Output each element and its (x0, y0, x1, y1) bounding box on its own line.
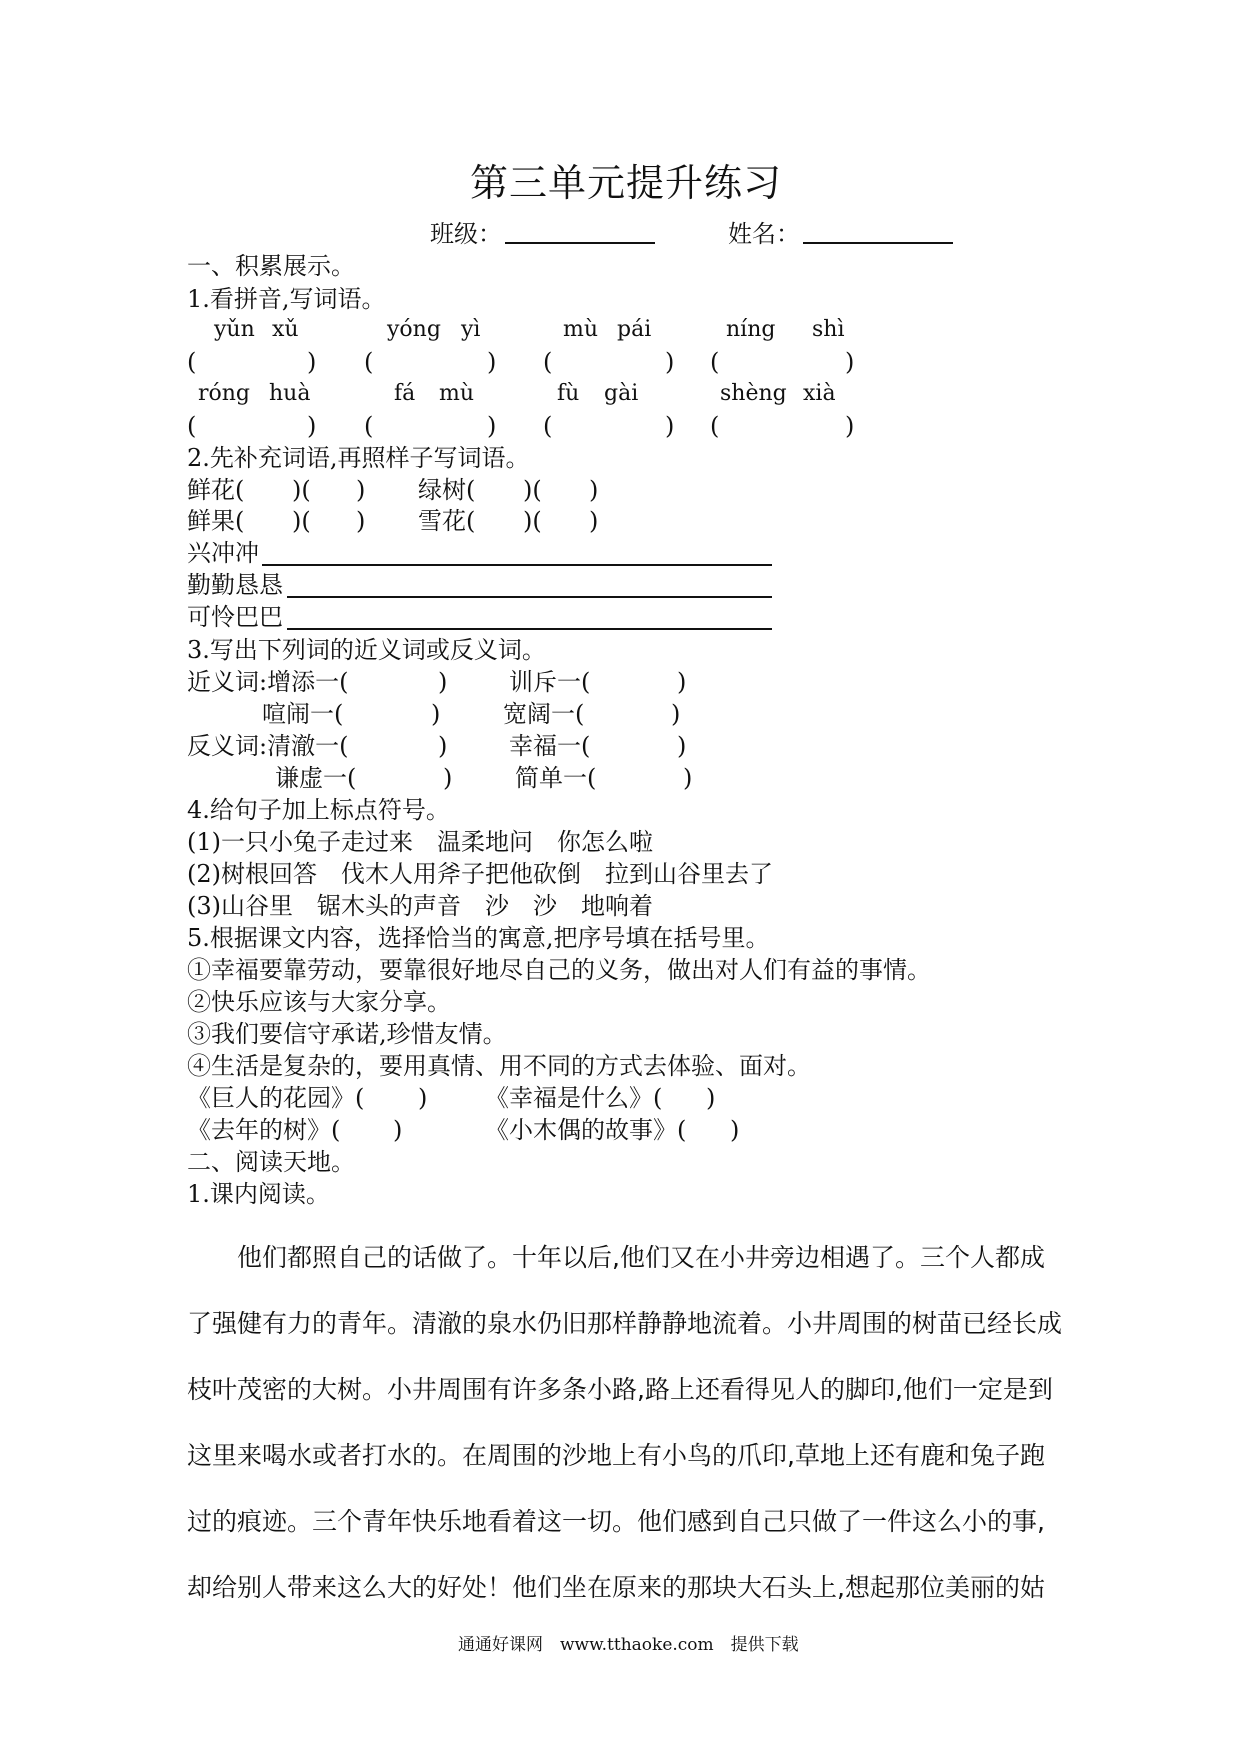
close-paren: ) (706, 1084, 716, 1112)
passage-line: 却给别人带来这么大的好处！他们坐在原来的那块大石头上,想起那位美丽的姑 (187, 1573, 1045, 1602)
word-fill-paren: ) (589, 476, 599, 504)
pattern-word: 勤勤恳恳 (187, 571, 283, 599)
passage-line: 过的痕迹。三个青年快乐地看着这一切。他们感到自己只做了一件这么小的事, (187, 1507, 1045, 1536)
pinyin: gài (604, 381, 639, 406)
passage-line: 他们都照自己的话做了。十年以后,他们又在小井旁边相遇了。三个人都成 (237, 1243, 1045, 1272)
close-paren: ) (443, 764, 453, 792)
pinyin: shèng (720, 381, 787, 406)
q5-label: 5.根据课文内容，选择恰当的寓意,把序号填在括号里。 (187, 924, 770, 952)
word-fill-paren: ) (589, 507, 599, 535)
word-fill-item: 雪花( (418, 507, 476, 535)
close-paren: ) (730, 1116, 740, 1144)
close-paren: ) (677, 732, 687, 760)
story-title: 《小木偶的故事》( (485, 1116, 687, 1144)
answer-bracket-close: ) (307, 348, 317, 376)
antonym-item: 简单一( (515, 764, 597, 792)
answer-bracket-close: ) (845, 348, 855, 376)
pinyin: mù (563, 317, 599, 342)
section1-heading: 一、积累展示。 (187, 252, 355, 280)
page-title: 第三单元提升练习 (470, 161, 783, 205)
synonym-item: 喧闹一( (262, 700, 344, 728)
answer-bracket-close: ) (307, 412, 317, 440)
story-title: 《巨人的花园》( (187, 1084, 365, 1112)
answer-bracket-close: ) (487, 412, 497, 440)
close-paren: ) (683, 764, 693, 792)
class-blank[interactable] (505, 242, 655, 244)
punctuation-sentence: (3)山谷里 锯木头的声音 沙 沙 地响着 (187, 892, 653, 920)
punctuation-sentence: (2)树根回答 伐木人用斧子把他砍倒 拉到山谷里去了 (187, 860, 773, 888)
moral-option: ①幸福要靠劳动，要靠很好地尽自己的义务，做出对人们有益的事情。 (187, 956, 931, 984)
synonym-item: 宽阔一( (503, 700, 585, 728)
pattern-answer-line[interactable] (287, 596, 772, 598)
story-title: 《幸福是什么》( (485, 1084, 663, 1112)
antonym-item: 反义词:清澈一( (187, 732, 349, 760)
antonym-item: 幸福一( (509, 732, 591, 760)
close-paren: ) (438, 732, 448, 760)
pattern-word: 兴冲冲 (187, 539, 259, 567)
q3-label: 3.写出下列词的近义词或反义词。 (187, 636, 546, 664)
word-fill-paren: )( (292, 507, 311, 535)
pinyin: shì (812, 317, 845, 342)
pattern-answer-line[interactable] (287, 628, 772, 630)
answer-bracket-close: ) (487, 348, 497, 376)
word-fill-paren: )( (523, 507, 542, 535)
answer-bracket-open: ( (710, 348, 720, 376)
q1-label: 1.看拼音,写词语。 (187, 285, 386, 313)
close-paren: ) (418, 1084, 428, 1112)
q4-label: 4.给句子加上标点符号。 (187, 796, 450, 824)
pinyin: pái (617, 317, 652, 342)
answer-bracket-open: ( (364, 348, 374, 376)
pinyin: huà (269, 381, 311, 406)
pinyin: mù (439, 381, 475, 406)
moral-option: ②快乐应该与大家分享。 (187, 988, 451, 1016)
story-title: 《去年的树》( (187, 1116, 341, 1144)
name-label: 姓名： (728, 220, 800, 248)
pinyin: róng (198, 381, 251, 406)
footer-credit: 通通好课网 www.tthaoke.com 提供下载 (458, 1635, 799, 1655)
pinyin: xǔ (272, 317, 299, 342)
pinyin: xià (803, 381, 836, 406)
passage-line: 了强健有力的青年。清澈的泉水仍旧那样静静地流着。小井周围的树苗已经长成 (187, 1309, 1063, 1338)
pinyin: níng (726, 317, 776, 342)
word-fill-item: 绿树( (418, 476, 476, 504)
word-fill-paren: ) (356, 507, 366, 535)
word-fill-paren: )( (292, 476, 311, 504)
answer-bracket-open: ( (543, 412, 553, 440)
name-blank[interactable] (803, 242, 953, 244)
close-paren: ) (677, 668, 687, 696)
word-fill-item: 鲜果( (187, 507, 245, 535)
word-fill-paren: )( (523, 476, 542, 504)
class-label: 班级： (430, 220, 502, 248)
moral-option: ④生活是复杂的，要用真情、用不同的方式去体验、面对。 (187, 1052, 811, 1080)
answer-bracket-close: ) (845, 412, 855, 440)
section2-heading: 二、阅读天地。 (187, 1148, 355, 1176)
pattern-word: 可怜巴巴 (187, 603, 283, 631)
pattern-answer-line[interactable] (262, 564, 772, 566)
answer-bracket-open: ( (543, 348, 553, 376)
passage-line: 枝叶茂密的大树。小井周围有许多条小路,路上还看得见人的脚印,他们一定是到 (187, 1375, 1053, 1404)
word-fill-paren: ) (356, 476, 366, 504)
answer-bracket-close: ) (665, 348, 675, 376)
close-paren: ) (671, 700, 681, 728)
answer-bracket-open: ( (187, 412, 197, 440)
pinyin: fá (394, 381, 416, 406)
close-paren: ) (393, 1116, 403, 1144)
synonym-item: 近义词:增添一( (187, 668, 349, 696)
pinyin: yì (461, 317, 481, 342)
synonym-item: 训斥一( (509, 668, 591, 696)
close-paren: ) (438, 668, 448, 696)
passage-line: 这里来喝水或者打水的。在周围的沙地上有小鸟的爪印,草地上还有鹿和兔子跑 (187, 1441, 1045, 1470)
word-fill-item: 鲜花( (187, 476, 245, 504)
answer-bracket-open: ( (710, 412, 720, 440)
antonym-item: 谦虚一( (275, 764, 357, 792)
close-paren: ) (431, 700, 441, 728)
moral-option: ③我们要信守承诺,珍惜友情。 (187, 1020, 507, 1048)
pinyin: fù (557, 381, 580, 406)
answer-bracket-close: ) (665, 412, 675, 440)
answer-bracket-open: ( (364, 412, 374, 440)
pinyin: yóng (387, 317, 441, 342)
answer-bracket-open: ( (187, 348, 197, 376)
reading-q1-label: 1.课内阅读。 (187, 1180, 330, 1208)
punctuation-sentence: (1)一只小兔子走过来 温柔地问 你怎么啦 (187, 828, 653, 856)
q2-label: 2.先补充词语,再照样子写词语。 (187, 444, 530, 472)
pinyin: yǔn (214, 317, 255, 342)
